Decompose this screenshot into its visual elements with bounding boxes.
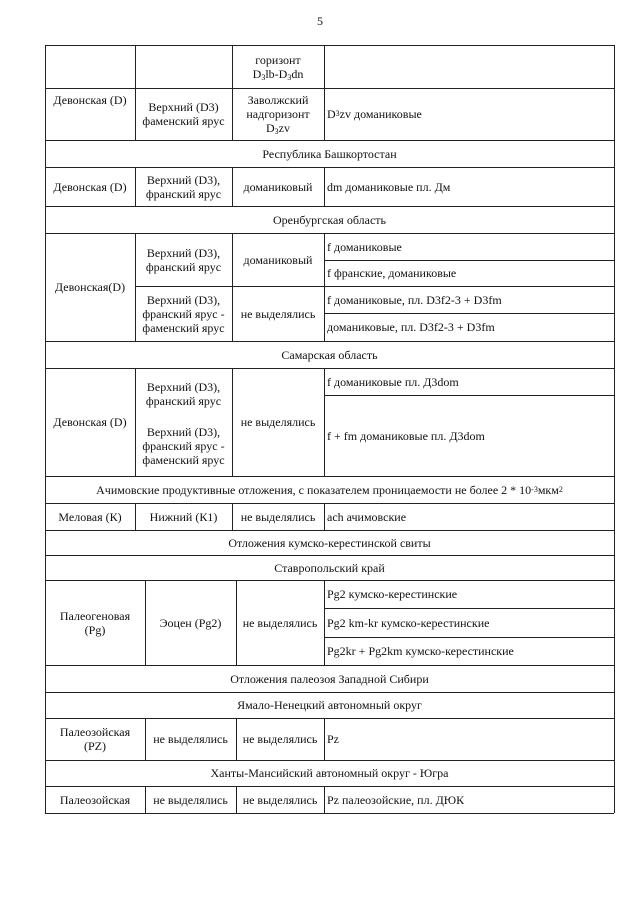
r3-stage-b-line2: франский ярус - <box>142 306 225 321</box>
r3-horizon-a: доманиковый <box>243 252 313 267</box>
r4-stage-b-line1: Верхний (D3), <box>146 425 221 439</box>
r1-stage <box>135 88 232 140</box>
r1-horizon-index: D3zv <box>266 121 290 136</box>
r3-formation-d: доманиковые, пл. D3f2-3 + D3fm <box>327 320 495 334</box>
r8-system: Палеозойская <box>59 792 131 807</box>
r3-horizon-b: не выделялись <box>240 306 316 321</box>
r4-formation-a: f доманиковые пл. Д3dom <box>327 374 459 389</box>
r2-system: Девонская (D) <box>53 179 127 194</box>
r4-formation-b: f + fm доманиковые пл. Д3dom <box>327 428 485 443</box>
r6-stage: Эоцен (Pg2) <box>159 615 222 630</box>
r4-stage-b-line2: франский ярус - <box>142 439 225 453</box>
r1-horizon <box>232 88 324 140</box>
r7-horizon: не выделялись <box>242 732 318 746</box>
r3-stage-a-line1: Верхний (D3), <box>146 245 221 260</box>
r4-stage-a <box>135 374 232 414</box>
r2-horizon: доманиковый <box>243 179 313 194</box>
page-number: 5 <box>317 14 323 28</box>
r1-stage-line1: Верхний (D3) <box>148 100 219 114</box>
r5-formation: ach ачимовские <box>327 509 407 524</box>
r0-horizon-cell <box>232 45 324 88</box>
r7-system-line1: Палеозойская <box>59 725 131 739</box>
r4-stage-a-line1: Верхний (D3), <box>146 380 221 394</box>
r1-horizon-line2: надгоризонт <box>246 107 310 121</box>
region-header-bashkortostan: Республика Башкортостан <box>262 146 397 161</box>
r8-stage: не выделялись <box>153 792 228 807</box>
section-header-kumsko: Отложения кумско-керестинской свиты <box>228 535 431 550</box>
r1-formation: D 3 zv доманиковые <box>327 107 422 121</box>
region-header-stavropol: Ставропольский край <box>274 560 385 575</box>
r6-formation-c: Pg2kr + Pg2km кумско-керестинские <box>327 644 514 658</box>
r7-system <box>45 718 145 760</box>
r6-system <box>45 580 145 665</box>
r2-stage-line2: франский ярус <box>145 186 222 201</box>
r1-stage-line2: фаменский ярус <box>142 114 225 128</box>
r2-formation: dm доманиковые пл. Дм <box>327 179 451 194</box>
r3-formation-a: f доманиковые <box>327 239 402 254</box>
region-header-samara: Самарская область <box>281 347 378 362</box>
r6-formation-b: Pg2 km-kr кумско-керестинские <box>327 615 490 630</box>
r0-horizon-label: горизонт <box>255 52 301 67</box>
r1-system: Девонская (D) <box>53 93 127 107</box>
r3-stage-a-line2: франский ярус <box>145 259 222 274</box>
r4-system: Девонская (D) <box>53 415 127 429</box>
r4-stage-b <box>135 420 232 472</box>
r5-stage: Нижний (К1) <box>149 509 218 524</box>
r7-stage: не выделялись <box>153 732 228 746</box>
r3-stage-b <box>135 286 232 341</box>
section-header-achimov: Ачимовские продуктивные отложения, с показателем проницаемости не более 2 * 10 -3 мкм 2 <box>96 482 563 497</box>
region-header-yamal: Ямало-Ненецкий автономный округ <box>237 698 422 712</box>
r1-horizon-line1: Заволжский <box>247 93 309 107</box>
r0-horizon-index: D3lb-D3dn <box>252 66 304 82</box>
r4-horizon: не выделялись <box>240 415 316 429</box>
r3-stage-b-line3: фаменский ярус <box>142 320 225 335</box>
r6-system-line2: (Pg) <box>84 622 106 637</box>
r3-system: Девонская(D) <box>54 280 126 294</box>
r7-system-line2: (PZ) <box>84 739 106 753</box>
r3-stage-b-line1: Верхний (D3), <box>146 292 221 307</box>
r6-formation-a: Pg2 кумско-керестинские <box>327 587 458 601</box>
r5-horizon: не выделялись <box>240 509 316 524</box>
r2-stage-line1: Верхний (D3), <box>146 172 221 187</box>
r5-system: Меловая (К) <box>58 509 122 524</box>
r8-horizon: не выделялись <box>242 792 318 807</box>
r3-formation-b: f франские, доманиковые <box>327 266 457 280</box>
section-header-paleozoic-ws: Отложения палеозоя Западной Сибири <box>230 671 429 686</box>
r4-stage-b-line3: фаменский ярус <box>142 453 225 467</box>
r2-stage <box>135 167 232 206</box>
r3-stage-a <box>135 233 232 286</box>
region-header-orenburg: Оренбургская область <box>273 212 386 227</box>
r6-system-line1: Палеогеновая <box>59 608 131 623</box>
r6-horizon: не выделялись <box>242 615 318 630</box>
r7-formation: Pz <box>327 732 339 746</box>
r3-formation-c: f доманиковые, пл. D3f2-3 + D3fm <box>327 292 502 307</box>
r8-formation: Pz палеозойские, пл. ДЮК <box>327 792 465 807</box>
r4-stage-a-line2: франский ярус <box>145 394 222 408</box>
region-header-khanty: Ханты-Мансийский автономный округ - Югра <box>210 766 449 780</box>
